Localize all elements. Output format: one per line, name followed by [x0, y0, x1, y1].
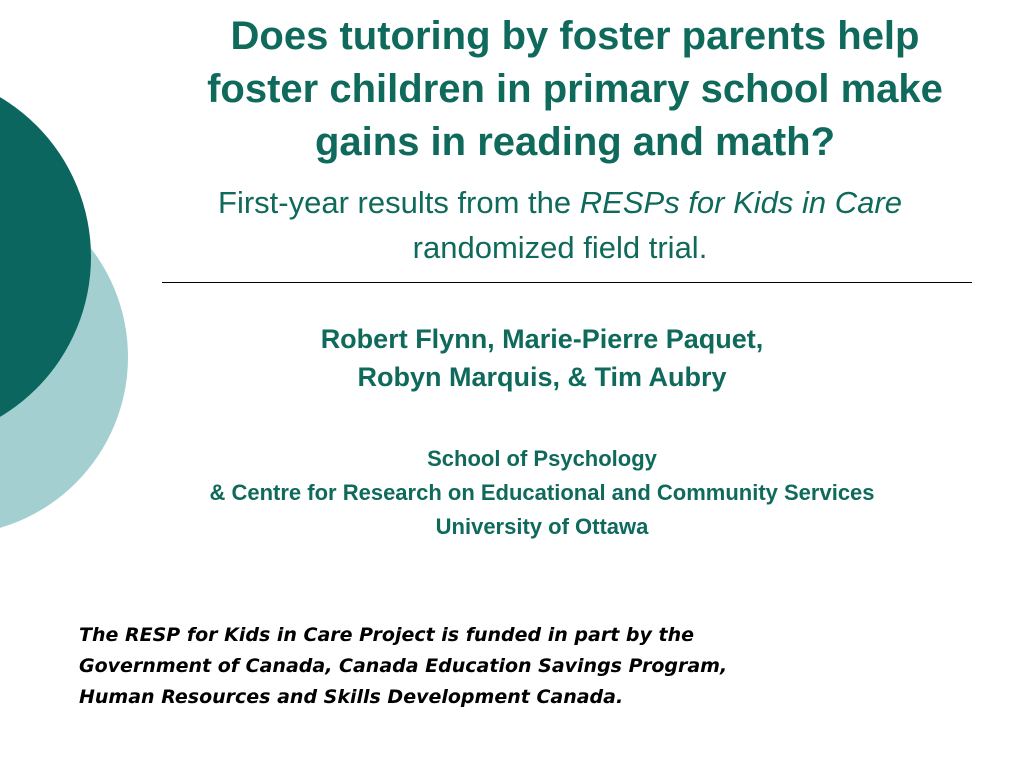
- funding-line-3: Human Resources and Skills Development Canada.: [79, 686, 624, 708]
- authors-line-1: Robert Flynn, Marie-Pierre Paquet,: [320, 324, 764, 354]
- slide-title: [130, 10, 1020, 169]
- affiliation-line-2: & Centre for Research on Educational and Community Services: [209, 480, 875, 505]
- divider-line: [162, 282, 972, 283]
- affiliation: [90, 442, 994, 544]
- funding-line-1: The RESP for Kids in Care Project is funded in part by the: [79, 624, 694, 646]
- funding-line-2: Government of Canada, Canada Education Savings Program,: [79, 655, 728, 677]
- authors-line-2: Robyn Marquis, & Tim Aubry: [357, 362, 727, 392]
- title-line-2: foster children in primary school make: [207, 67, 943, 111]
- title-line-1: Does tutoring by foster parents help: [230, 14, 920, 58]
- subtitle-suffix: randomized field trial.: [412, 230, 708, 265]
- title-line-3: gains in reading and math?: [314, 120, 836, 164]
- affiliation-line-1: School of Psychology: [427, 446, 657, 471]
- subtitle-program-name: RESPs for Kids in Care: [579, 185, 902, 220]
- author-list: [140, 320, 944, 396]
- subtitle-prefix: First-year results from the: [218, 185, 580, 220]
- funding-note: [79, 620, 999, 713]
- slide-subtitle: [110, 180, 1010, 270]
- affiliation-line-3: University of Ottawa: [435, 514, 649, 539]
